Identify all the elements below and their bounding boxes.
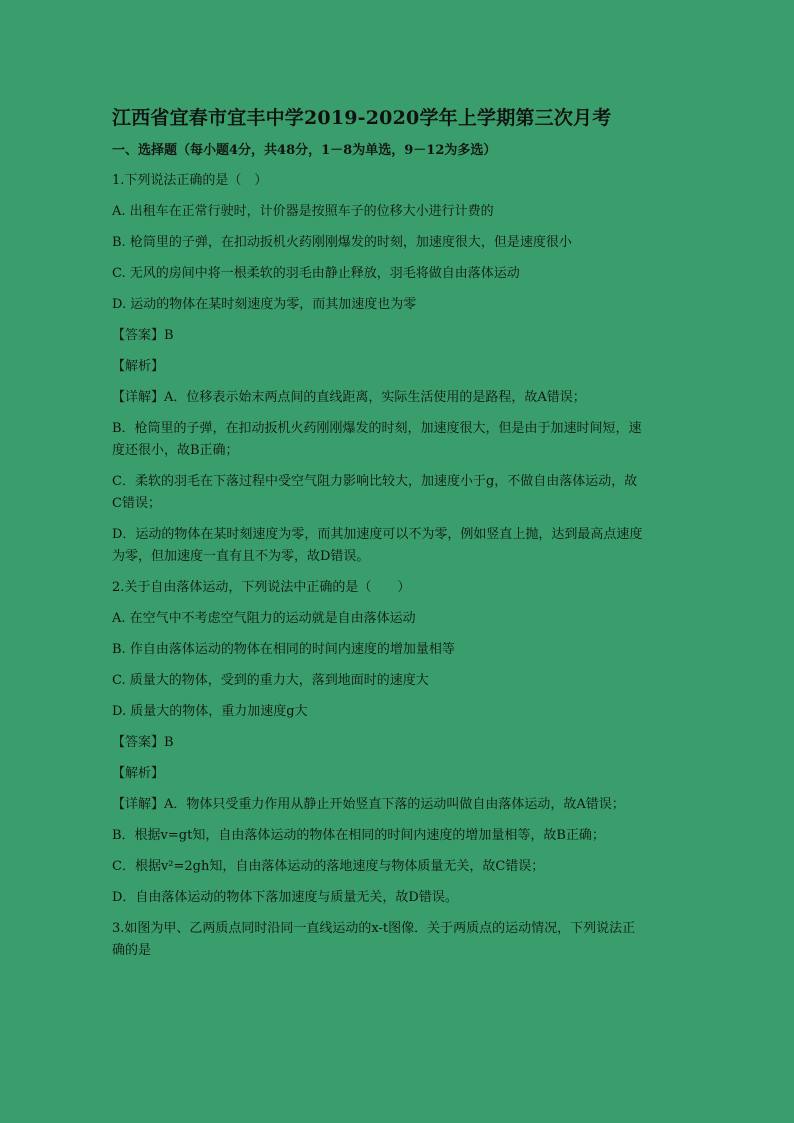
q3-stem-line2: 确的是 [112, 943, 152, 958]
q1-detail-a: 【详解】A．位移表示始末两点间的直线距离，实际生活使用的是路程，故A错误； [112, 390, 586, 405]
q1-detail-b-line1: B．枪筒里的子弹，在扣动扳机火药刚刚爆发的时刻，加速度很大，但是由于加速时间短，速 [112, 421, 642, 436]
q1-option-d: D. 运动的物体在某时刻速度为零，而其加速度也为零 [112, 297, 417, 312]
section-heading: 一、选择题（每小题4分，共48分，1－8为单选，9－12为多选） [112, 143, 497, 158]
q2-option-b: B. 作自由落体运动的物体在相同的时间内速度的增加量相等 [112, 642, 455, 657]
q1-answer: 【答案】B [112, 328, 174, 343]
q2-detail-c: C．根据v²=2gh知，自由落体运动的落地速度与物体质量无关，故C错误； [112, 859, 545, 874]
q2-analysis-label: 【解析】 [112, 766, 165, 781]
q2-option-a: A. 在空气中不考虑空气阻力的运动就是自由落体运动 [112, 611, 416, 626]
q1-option-b: B. 枪筒里的子弹，在扣动扳机火药刚刚爆发的时刻，加速度很大，但是速度很小 [112, 235, 572, 250]
q1-detail-c-line2: C错误； [112, 496, 161, 511]
q2-answer: 【答案】B [112, 735, 174, 750]
q1-option-c: C. 无风的房间中将一根柔软的羽毛由静止释放，羽毛将做自由落体运动 [112, 266, 520, 281]
q2-option-c: C. 质量大的物体，受到的重力大，落到地面时的速度大 [112, 673, 429, 688]
q2-option-d: D. 质量大的物体，重力加速度g大 [112, 704, 308, 719]
q3-stem-line1: 3.如图为甲、乙两质点同时沿同一直线运动的x-t图像．关于两质点的运动情况，下列说法正 [112, 921, 636, 936]
q1-detail-b-line2: 度还很小，故B正确； [112, 443, 239, 458]
exam-title: 江西省宜春市宜丰中学2019-2020学年上学期第三次月考 [112, 107, 612, 129]
q2-detail-b: B．根据v=gt知，自由落体运动的物体在相同的时间内速度的增加量相等，故B正确； [112, 828, 605, 843]
q1-detail-d-line1: D．运动的物体在某时刻速度为零，而其加速度可以不为零，例如竖直上抛，达到最高点速度 [112, 527, 643, 542]
q1-stem: 1.下列说法正确的是（ ） [112, 173, 268, 188]
q1-detail-c-line1: C．柔软的羽毛在下落过程中受空气阻力影响比较大，加速度小于g，不做自由落体运动，故 [112, 474, 638, 489]
q2-detail-a: 【详解】A．物体只受重力作用从静止开始竖直下落的运动叫做自由落体运动，故A错误； [112, 797, 625, 812]
q1-detail-d-line2: 为零，但加速度一直有且不为零，故D错误。 [112, 549, 370, 564]
q2-stem: 2.关于自由落体运动，下列说法中正确的是（ ） [112, 580, 411, 595]
q1-analysis-label: 【解析】 [112, 359, 165, 374]
q2-detail-d: D．自由落体运动的物体下落加速度与质量无关，故D错误。 [112, 890, 458, 905]
q1-option-a: A. 出租车在正常行驶时，计价器是按照车子的位移大小进行计费的 [112, 204, 494, 219]
exam-content [112, 104, 684, 972]
